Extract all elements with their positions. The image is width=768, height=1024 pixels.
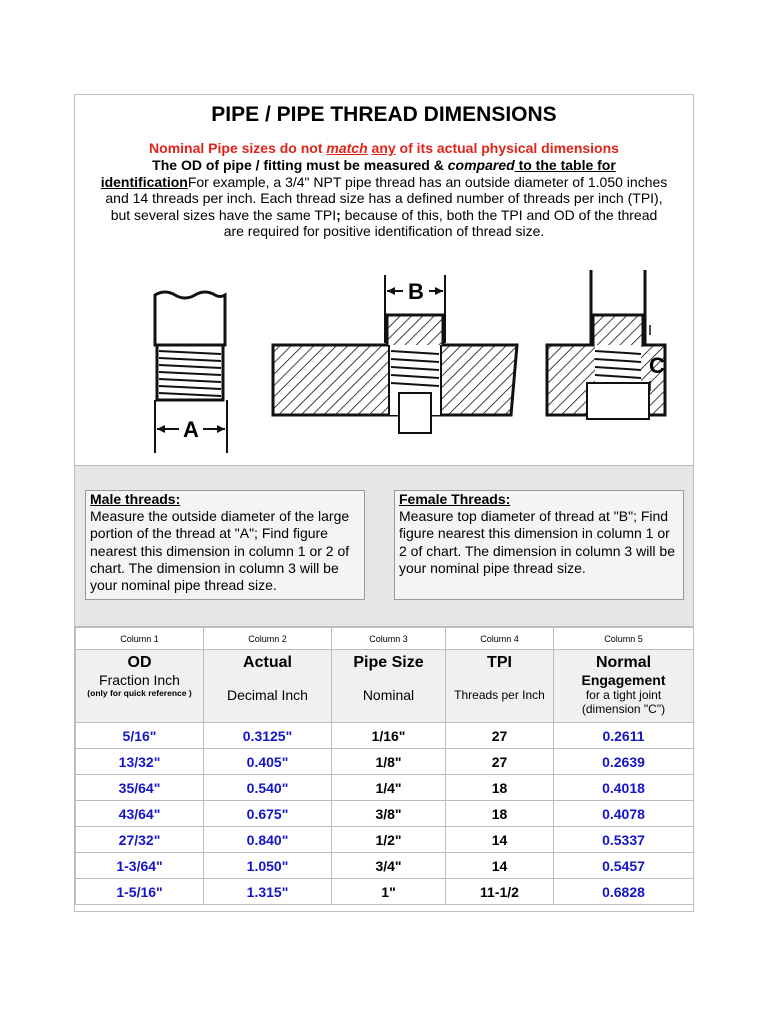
header-engagement: Normal Engagement for a tight joint (dimension "C") <box>554 650 694 723</box>
thread-illustration <box>145 265 665 465</box>
intro-line-4: but several sizes have the same TPI; because of this, both the TPI and OD of the thread <box>110 206 658 223</box>
intro-line-5: are required for positive identification of thread size. <box>223 223 545 239</box>
thread-dimension-table <box>75 627 694 905</box>
column-label: Column 1 <box>76 628 204 650</box>
column-label: Column 2 <box>204 628 332 650</box>
table-row <box>76 723 694 749</box>
actual-cell: 0.405" <box>204 749 332 775</box>
document-frame <box>74 94 694 912</box>
column-label: Column 5 <box>554 628 694 650</box>
tpi-cell: 27 <box>446 749 554 775</box>
warning-subtitle: Nominal Pipe sizes do not match any of its actual physical dimensions <box>149 140 619 156</box>
tpi-cell: 27 <box>446 723 554 749</box>
female-threads-box <box>394 490 684 600</box>
pipe-size-cell: 3/4" <box>332 853 446 879</box>
od-cell: 1-5/16" <box>76 879 204 905</box>
page-title: PIPE / PIPE THREAD DIMENSIONS <box>211 103 557 126</box>
table-header-row <box>76 650 694 723</box>
instructions-panel <box>75 465 693 627</box>
male-threads-text: Measure the outside diameter of the large portion of the thread at "A"; Find figure nearest this dimension in column 1 or 2 of chart. The dimension in column 3 will be your nominal pipe thread size. <box>90 508 350 594</box>
od-cell: 27/32" <box>76 827 204 853</box>
actual-cell: 0.840" <box>204 827 332 853</box>
pipe-size-cell: 1/2" <box>332 827 446 853</box>
intro-paragraph <box>79 157 689 240</box>
intro-line-1: The OD of pipe / fitting must be measured & compared to the table for <box>152 157 616 173</box>
od-cell: 1-3/64" <box>76 853 204 879</box>
actual-cell: 0.540" <box>204 775 332 801</box>
actual-cell: 1.315" <box>204 879 332 905</box>
engagement-cell: 0.4018 <box>554 775 694 801</box>
pipe-size-cell: 1" <box>332 879 446 905</box>
engagement-cell: 0.4078 <box>554 801 694 827</box>
female-thread-figure <box>273 275 517 433</box>
table-row <box>76 827 694 853</box>
header-section <box>75 95 693 465</box>
column-label-row <box>76 628 694 650</box>
pipe-size-cell: 3/8" <box>332 801 446 827</box>
female-threads-text: Measure top diameter of thread at "B"; Find figure nearest this dimension in column 1 or 2 of chart. The dimension in column 3 will be your nominal pipe thread size. <box>399 508 675 576</box>
tpi-cell: 14 <box>446 827 554 853</box>
engagement-cell: 0.5457 <box>554 853 694 879</box>
label-a: A <box>183 417 199 442</box>
label-b: B <box>408 279 424 304</box>
table-row <box>76 853 694 879</box>
intro-line-3: and 14 threads per inch. Each thread size has a defined number of threads per inch (TPI), <box>105 190 663 206</box>
header-actual: Actual Decimal Inch <box>204 650 332 723</box>
od-cell: 5/16" <box>76 723 204 749</box>
header-od: OD Fraction Inch (only for quick reference ) <box>76 650 204 723</box>
pipe-size-cell: 1/8" <box>332 749 446 775</box>
header-pipe-size: Pipe Size Nominal <box>332 650 446 723</box>
engagement-cell: 0.2639 <box>554 749 694 775</box>
male-thread-figure <box>155 292 227 453</box>
od-cell: 43/64" <box>76 801 204 827</box>
table-row <box>76 801 694 827</box>
table-row <box>76 775 694 801</box>
engagement-cell: 0.2611 <box>554 723 694 749</box>
tpi-cell: 18 <box>446 775 554 801</box>
engagement-cell: 0.5337 <box>554 827 694 853</box>
pipe-size-cell: 1/16" <box>332 723 446 749</box>
tpi-cell: 18 <box>446 801 554 827</box>
intro-line-2: identificationFor example, a 3/4" NPT pipe thread has an outside diameter of 1.050 inches <box>100 173 668 190</box>
male-threads-heading: Male threads: <box>90 491 181 507</box>
tpi-cell: 14 <box>446 853 554 879</box>
column-label: Column 4 <box>446 628 554 650</box>
pipe-size-cell: 1/4" <box>332 775 446 801</box>
od-cell: 13/32" <box>76 749 204 775</box>
od-cell: 35/64" <box>76 775 204 801</box>
actual-cell: 1.050" <box>204 853 332 879</box>
tpi-cell: 11-1/2 <box>446 879 554 905</box>
table-row <box>76 879 694 905</box>
engagement-figure <box>547 270 665 419</box>
header-tpi: TPI Threads per Inch <box>446 650 554 723</box>
column-label: Column 3 <box>332 628 446 650</box>
actual-cell: 0.675" <box>204 801 332 827</box>
engagement-cell: 0.6828 <box>554 879 694 905</box>
female-threads-heading: Female Threads: <box>399 491 511 507</box>
label-c: C <box>649 353 665 378</box>
male-threads-box <box>85 490 365 600</box>
actual-cell: 0.3125" <box>204 723 332 749</box>
table-row <box>76 749 694 775</box>
